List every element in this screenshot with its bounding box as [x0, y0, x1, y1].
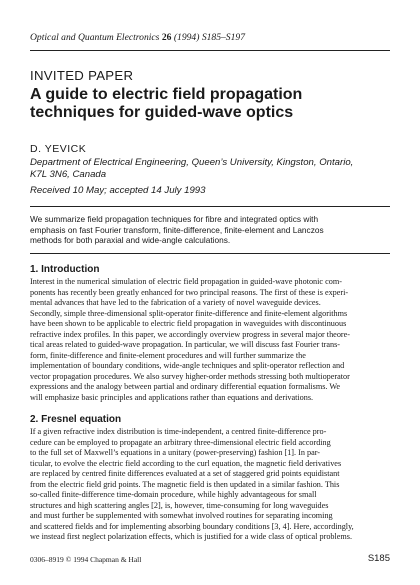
body-line: to the full set of Maxwell’s equations in a unitary (power-preserving) fashion [1]. In par-	[30, 448, 321, 458]
affiliation-line: Department of Electrical Engineering, Queen’s University, Kingston, Ontario,	[30, 157, 354, 168]
body-line: so-called finite-difference time-domain procedure, while highly advantageous for small	[30, 490, 317, 500]
author-name: D. YEVICK	[30, 143, 87, 155]
abstract-line: We summarize field propagation techniques for fibre and integrated optics with	[30, 214, 319, 224]
fresnel-body	[30, 427, 390, 543]
title-line: A guide to electric field propagation	[30, 86, 303, 103]
abstract	[30, 214, 390, 246]
body-line: ticular, to evolve the electric field according to the curl equation, the magnetic field derivatives	[30, 458, 342, 468]
body-line: structures and high scattering angles [2], is, however, time-consuming for long waveguides	[30, 500, 329, 510]
affiliation-line: K7L 3N6, Canada	[30, 169, 107, 180]
abstract-top-rule	[30, 206, 390, 207]
body-line: will emphasize basic principles and applications rather than equations and derivations.	[30, 393, 314, 403]
journal-year: (1994)	[173, 32, 200, 43]
author-affiliation	[30, 157, 353, 181]
received-dates: Received 10 May; accepted 14 July 1993	[30, 185, 206, 196]
body-line: tical areas related to guided-wave propagation. In particular, we will discuss fast Fourier trans-	[30, 340, 341, 350]
body-line: If a given refractive index distribution is time-independent, a centred finite-difference pro-	[30, 427, 327, 436]
article-title	[30, 86, 302, 122]
body-line: implementation of boundary conditions, wide-angle techniques and split-operator reflection and	[30, 361, 345, 371]
article-kicker: INVITED PAPER	[30, 68, 134, 83]
body-line: ponents has recently been greatly enhanced for two principal reasons. The first of these is experi-	[30, 287, 349, 297]
body-line: have been shown to be applicable to electric field propagation in waveguides with discontinuous	[30, 319, 347, 329]
body-line: and must further be supplemented with somewhat involved routines for separating incoming	[30, 511, 333, 521]
page-number: S185	[367, 553, 390, 564]
abstract-line: emphasis on fast Fourier transform, finite-difference, finite-element and Lanczos	[30, 224, 324, 235]
journal-pages: S185–S197	[201, 32, 245, 43]
abstract-bottom-rule	[30, 253, 390, 254]
header-rule	[30, 50, 390, 51]
body-line: we instead first neglect polarization effects, which is justified for a wide class of optical problems.	[30, 532, 353, 542]
body-line: mental advances that have led to the fabrication of a variety of novel waveguide devices.	[30, 298, 321, 308]
body-line: Interest in the numerical simulation of electric field propagation in guided-wave photonic com-	[30, 277, 342, 286]
body-line: are replaced by centred finite differences evaluated at a set of staggered grid points equidistant	[30, 469, 340, 479]
body-line: vector propagation procedures. We also survey higher-order methods stressing both multioperator	[30, 371, 350, 381]
body-line: expressions and the analogy between partial and ordinary differential equation formalisms. We	[30, 382, 341, 392]
journal-header	[30, 32, 245, 43]
introduction-body	[30, 277, 390, 404]
section-heading-fresnel: 2. Fresnel equation	[30, 414, 122, 425]
section-heading-introduction: 1. Introduction	[30, 264, 100, 275]
body-line: form, finite-difference and finite-element procedures and will further summarize the	[30, 350, 306, 360]
body-line: from the electric field grid points. The magnetic field is then updated in a similar fashion. This	[30, 479, 340, 489]
body-line: refractive index profiles. In this paper, we accordingly overview progress in several major theore-	[30, 329, 350, 339]
abstract-line: methods for both paraxial and wide-angle calculations.	[30, 235, 231, 246]
body-line: and scattered fields and for implementing absorbing boundary conditions [3, 4]. Here, accordingly,	[30, 521, 354, 531]
copyright-notice: 0306–8919 © 1994 Chapman & Hall	[30, 555, 142, 564]
journal-volume: 26	[161, 32, 172, 43]
body-line: cedure can be employed to propagate an arbitrary three-dimensional electric field according	[30, 437, 331, 447]
body-line: Secondly, simple three-dimensional split-operator finite-difference and finite-element algorithms	[30, 308, 348, 318]
journal-name: Optical and Quantum Electronics	[30, 32, 160, 43]
title-line: techniques for guided-wave optics	[30, 104, 294, 121]
